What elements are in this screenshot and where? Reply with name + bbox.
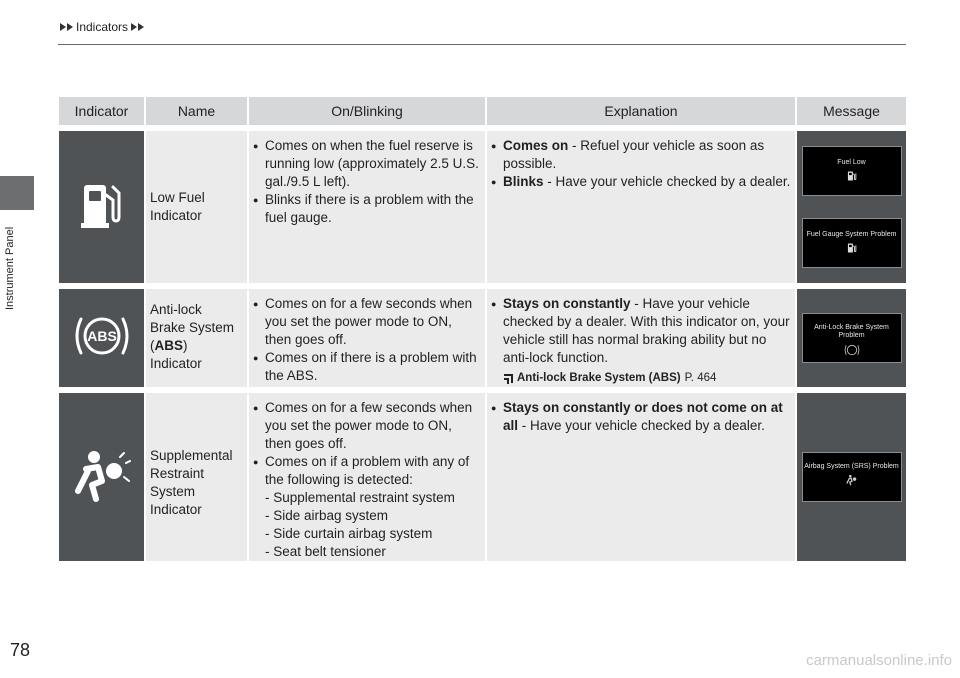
list-item: ● Blinks if there is a problem with the fuel gauge. bbox=[253, 191, 481, 227]
indicator-name-low-fuel: Low Fuel Indicator bbox=[146, 131, 249, 283]
indicator-name-abs: Anti-lock Brake System (ABS) Indicator bbox=[146, 289, 249, 387]
column-header-on-blinking: On/Blinking bbox=[249, 97, 487, 125]
list-item: ● Comes on for a few seconds when you set the power mode to ON, then goes off. bbox=[253, 399, 481, 453]
indicator-cell bbox=[59, 289, 146, 387]
table-row bbox=[59, 289, 906, 387]
side-section-label: Instrument Panel bbox=[4, 226, 16, 310]
fuel-pump-icon bbox=[847, 170, 857, 182]
explanation-cell bbox=[487, 393, 797, 561]
message-cell bbox=[797, 393, 906, 561]
list-item: ● Blinks - Have your vehicle checked by a dealer. bbox=[491, 173, 791, 191]
message-screen-srs: Airbag System (SRS) Problem bbox=[802, 452, 902, 502]
explanation-cell bbox=[487, 131, 797, 283]
fuel-pump-icon bbox=[847, 242, 857, 254]
breadcrumb bbox=[60, 20, 147, 34]
indicator-name-srs: Supplemental Restraint System Indicator bbox=[146, 393, 249, 561]
on-blinking-cell bbox=[249, 131, 487, 283]
breadcrumb-arrow-icon bbox=[67, 23, 73, 31]
list-item: - Supplemental restraint system bbox=[265, 490, 455, 505]
abs-icon bbox=[73, 311, 131, 361]
list-item: ● Comes on if a problem with any of the following is detected: bbox=[253, 453, 481, 489]
indicator-cell bbox=[59, 393, 146, 561]
breadcrumb-section: Indicators bbox=[76, 20, 129, 34]
message-cell bbox=[797, 289, 906, 387]
reference-arrow-icon bbox=[503, 373, 514, 384]
list-item: - Side curtain airbag system bbox=[265, 526, 433, 541]
on-blinking-cell bbox=[249, 393, 487, 561]
list-item: ● Comes on - Refuel your vehicle as soon as possible. bbox=[491, 137, 791, 173]
svg-text:ABS: ABS bbox=[86, 327, 117, 344]
message-cell bbox=[797, 131, 906, 283]
breadcrumb-arrow-icon bbox=[138, 23, 144, 31]
table-row bbox=[59, 131, 906, 283]
column-header-name: Name bbox=[146, 97, 249, 125]
breadcrumb-arrow-icon bbox=[131, 23, 137, 31]
list-item: ● Comes on if there is a problem with the ABS. bbox=[253, 349, 481, 385]
srs-airbag-icon bbox=[72, 447, 132, 503]
list-item: - Side airbag system bbox=[265, 508, 389, 523]
column-header-explanation: Explanation bbox=[487, 97, 797, 125]
fuel-pump-icon bbox=[80, 181, 124, 229]
watermark: carmanualsonline.info bbox=[806, 652, 952, 669]
cross-reference-link[interactable]: Anti-lock Brake System (ABS) P. 464 bbox=[491, 369, 791, 387]
column-header-indicator: Indicator bbox=[59, 97, 146, 125]
message-screen-fuel-gauge: Fuel Gauge System Problem bbox=[802, 218, 902, 268]
srs-airbag-icon bbox=[845, 474, 859, 486]
message-screen-abs: Anti-Lock Brake System Problem bbox=[802, 313, 902, 363]
table-row bbox=[59, 393, 906, 561]
list-item: - Seat belt tensioner bbox=[265, 544, 386, 559]
column-header-message: Message bbox=[797, 97, 906, 125]
list-item: ● Comes on for a few seconds when you set the power mode to ON, then goes off. bbox=[253, 295, 481, 349]
section-tab-marker bbox=[0, 176, 34, 210]
list-item: ● Stays on constantly or does not come on at all - Have your vehicle checked by a dealer. bbox=[491, 399, 791, 435]
indicator-table bbox=[59, 97, 906, 561]
indicator-cell bbox=[59, 131, 146, 283]
list-item: ● Stays on constantly - Have your vehicle checked by a dealer. With this indicator on, your vehicle still has normal braking ability but no anti-lock function. bbox=[491, 295, 791, 367]
abs-icon bbox=[844, 343, 860, 357]
breadcrumb-arrow-icon bbox=[60, 23, 66, 31]
message-screen-fuel-low: Fuel Low bbox=[802, 146, 902, 196]
page-number: 78 bbox=[10, 640, 31, 660]
explanation-cell bbox=[487, 289, 797, 387]
header-rule bbox=[58, 44, 906, 45]
list-item: ● Comes on when the fuel reserve is running low (approximately 2.5 U.S. gal./9.5 L left). bbox=[253, 137, 481, 191]
table-header-row bbox=[59, 97, 906, 125]
on-blinking-cell bbox=[249, 289, 487, 387]
